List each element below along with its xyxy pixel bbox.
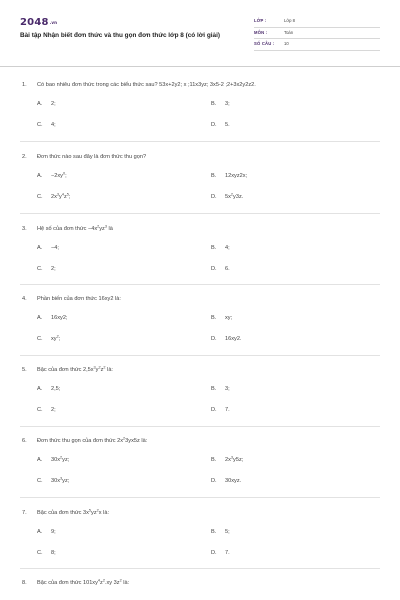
question-text: Bậc của đơn thức $2,5x^3y^2z^2$ là: (37, 365, 113, 373)
question-number: 4. (22, 296, 27, 302)
option-b[interactable]: B. 3; (211, 101, 230, 107)
option-d[interactable]: D. 5. (211, 122, 230, 128)
option-c[interactable]: C. 4; (37, 122, 56, 128)
option-d[interactable]: D. $5x^2y3z$. (211, 192, 244, 200)
option-a[interactable]: A. −4; (37, 245, 59, 251)
option-a[interactable]: A. 16xy2; (37, 315, 68, 321)
question-number: 5. (22, 367, 27, 373)
question-divider (20, 284, 380, 285)
meta-label: MÔN : (254, 29, 268, 35)
option-d[interactable]: D. 6. (211, 266, 230, 272)
option-d[interactable]: D. 30xyz. (211, 478, 242, 484)
option-c[interactable]: C. $xy^2$; (37, 334, 61, 342)
question-divider (20, 141, 380, 142)
option-c[interactable]: C. $2x^3y^4z^5$; (37, 192, 71, 200)
meta-value: Lớp 8 (284, 18, 295, 23)
question-divider (20, 213, 380, 214)
option-c[interactable]: C. 8; (37, 550, 56, 556)
meta-table (254, 16, 380, 51)
option-a[interactable]: A. 2; (37, 101, 56, 107)
option-d[interactable]: D. 16xy2. (211, 336, 242, 342)
header-divider (0, 66, 400, 67)
question-divider (20, 426, 380, 427)
document-header (0, 0, 400, 65)
question-text: Phần biến của đơn thức 16xy2 là: (37, 296, 121, 302)
question-text: Bậc của đơn thức $3x^5yz^2x$ là: (37, 508, 109, 516)
logo-text: 2048 (20, 17, 49, 28)
option-a[interactable]: A. 2,5; (37, 386, 61, 392)
option-a[interactable]: A. 9; (37, 529, 56, 535)
question-number: 3. (22, 226, 27, 232)
logo-suffix: .vn (49, 20, 58, 25)
question-number: 7. (22, 510, 27, 516)
meta-row-count (254, 39, 380, 51)
option-b[interactable]: B. 5; (211, 529, 230, 535)
question-number: 8. (22, 580, 27, 586)
option-a[interactable]: A. $30x^2yz$; (37, 455, 70, 463)
meta-value: 10 (284, 41, 289, 46)
option-a[interactable]: A. $-2xy^0$; (37, 171, 67, 179)
question-divider (20, 355, 380, 356)
question-text: Bậc của đơn thức $101xy^4z^2.xy$ $3z^2$ là: (37, 578, 130, 586)
document-title: Bài tập Nhận biết đơn thức và thu gọn đơn thức lớp 8 (có lời giải) (20, 32, 220, 39)
option-b[interactable]: B. $2x^3y5z$; (211, 455, 244, 463)
question-text: Hệ số của đơn thức $-4x^2yz^3$ là (37, 224, 113, 232)
question-text: Đơn thức thu gọn của đơn thức $2x^23yx5z$ là: (37, 436, 148, 444)
option-c[interactable]: C. 2; (37, 407, 56, 413)
option-c[interactable]: C. 2; (37, 266, 56, 272)
meta-label: LỚP : (254, 18, 267, 23)
meta-label: SỐ CÂU : (254, 41, 275, 46)
option-b[interactable]: B. xy; (211, 315, 233, 321)
option-d[interactable]: D. 7. (211, 550, 230, 556)
option-b[interactable]: B. 3; (211, 386, 230, 392)
option-c[interactable]: C. $30x^3yz$; (37, 476, 70, 484)
option-b[interactable]: B. 12xyz2x; (211, 173, 248, 179)
option-b[interactable]: B. 4; (211, 245, 230, 251)
question-number: 1. (22, 82, 27, 88)
question-divider (20, 497, 380, 498)
question-number: 2. (22, 154, 27, 160)
question-divider (20, 568, 380, 569)
site-logo[interactable] (20, 17, 57, 28)
question-text: Đơn thức nào sau đây là đơn thức thu gọn? (37, 154, 147, 160)
option-d[interactable]: D. 7. (211, 407, 230, 413)
meta-value: Toán (284, 29, 294, 35)
meta-row-class (254, 16, 380, 28)
meta-row-subject (254, 28, 380, 40)
question-number: 6. (22, 438, 27, 444)
question-text: Có bao nhiêu đơn thức trong các biểu thức sau? 53x+2y2; x ;11x3yz; 3x5-2 ;2+3x2y2z2. (37, 82, 256, 88)
